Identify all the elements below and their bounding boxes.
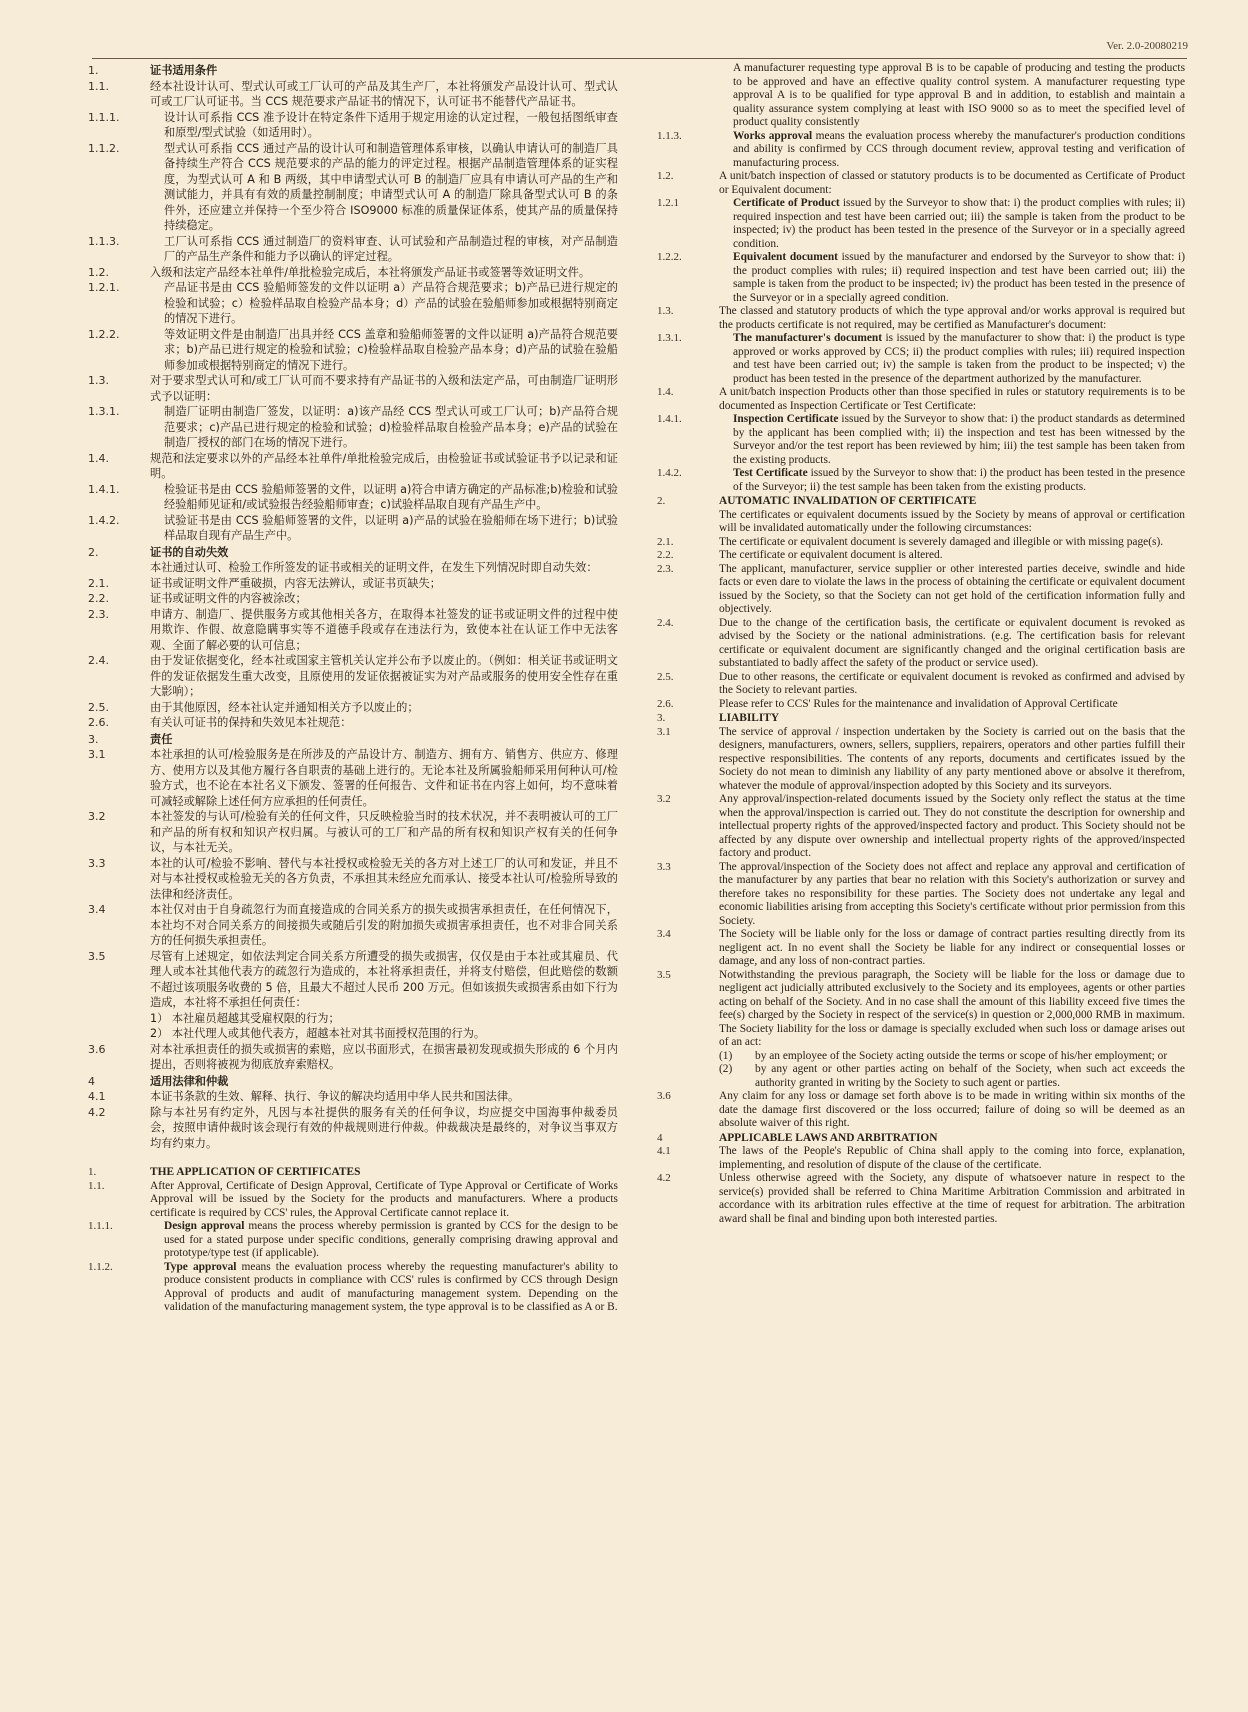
clause-text <box>150 451 618 482</box>
clause <box>657 726 1185 794</box>
clause-text <box>719 1172 1185 1226</box>
clause-text <box>150 747 618 809</box>
clause <box>88 265 618 281</box>
clause-text <box>150 856 618 903</box>
clause-number: 4 <box>88 1074 95 1088</box>
clause-number: 1.3. <box>657 305 674 317</box>
clause-text <box>150 1166 618 1180</box>
defined-term: Certificate of Product <box>733 197 840 209</box>
clause <box>657 671 1185 698</box>
clause-text <box>150 1180 618 1221</box>
clause-number: 1.1. <box>88 79 109 93</box>
clause-body: issued by the Surveyor to show that: i) the product standards as determined by the applicant has been complied with; ii) the inspection and test has been witnessed by the Surveyor and/or the test report has been reviewed by him; iii) the test sample has been taken from the existing products. <box>733 413 1185 466</box>
clause <box>88 1105 618 1152</box>
clause <box>657 563 1185 617</box>
clause-body: A manufacturer requesting type approval B is to be capable of producing and testing the products to be approved and have an effective quality control system. A manufacturer requesting type approval A is to be qualified for type approval B and in addition, to establish and maintain a quality assurance system complying at least with ISO 9000 so as to meet the specified level of product quality consistently <box>733 62 1185 128</box>
clause <box>657 793 1185 861</box>
clause-number: 3. <box>88 732 99 746</box>
clause-body: The Society will be liable only for the loss or damage of contract parties resulting directly from its negligent act. In no event shall the Society be liable for any indirect or consequential losses or damage, and any loss of non-contract parties. <box>719 928 1185 967</box>
english-terms-part1 <box>88 1166 618 1315</box>
clause-text <box>164 280 618 327</box>
clause-body: 证书适用条件 <box>150 64 218 77</box>
clause-body: issued by the manufacturer and endorsed by the Surveyor to show that: i) the product complies with rules; ii) required inspection and test have been carried out; iii) the sample is taken from the product to be inspected; iv) the product has been tested in the presence of the Surveyor or in a specially agreed condition. <box>733 251 1185 304</box>
clause <box>657 536 1185 550</box>
clause-text <box>719 170 1185 197</box>
clause <box>88 141 618 234</box>
clause <box>657 969 1185 1091</box>
clause <box>657 549 1185 563</box>
clause-number: 2.1. <box>657 535 674 548</box>
clause-body: 设计认可系指 CCS 准予设计在特定条件下适用于规定用途的认定过程，一般包括图纸审查和原型/型式试验（如适用时）。 <box>164 110 618 139</box>
clause-body: 有关认可证书的保持和失效见本社规范： <box>150 716 352 729</box>
clause-text <box>150 63 618 79</box>
clause <box>88 1180 618 1221</box>
clause <box>657 1145 1185 1172</box>
clause <box>657 861 1185 929</box>
section-heading <box>657 712 1185 726</box>
clause <box>88 809 618 856</box>
clause-body: issued by the Surveyor to show that: i) the product complies with rules; ii) required inspection and test have been carried out; iii) the sample is taken from the product to be inspected; iv) the product has been tested in the presence of the Surveyor or in a specially agreed condition. <box>733 197 1185 250</box>
clause-body: Any approval/inspection-related documents issued by the Society only reflect the status at the time when the approval/inspection is carried out. They do not constitute the description for ownership and intellectual property rights of the approved/inspected factory and product. This Society should not be affected by any dispute over ownership and intellectual property rights of the approved/inspected factory and product. <box>719 793 1185 859</box>
clause-body: 试验证书是由 CCS 验船师签署的文件，以证明 a)产品的试验在验船师在场下进行；b)试验样品取自现有产品生产中。 <box>164 513 618 542</box>
clause <box>657 698 1185 712</box>
clause-text <box>164 1261 618 1315</box>
clause-text <box>164 110 618 141</box>
clause-number: 3. <box>657 712 666 724</box>
clause-body: 证书或证明文件严重破损，内容无法辨认，或证书页缺失； <box>150 576 441 590</box>
sub-clause-number: (1) <box>719 1049 733 1062</box>
clause-body: 产品证书是由 CCS 验船师签发的文件以证明 a）产品符合规范要求；b)产品已进行规定的检验和试验；c）检验样品取自检验产品本身；d）产品的试验在验船师参加或根据特别商定的情况下进行。 <box>164 281 618 325</box>
clause-number: 1.3.1. <box>657 332 682 344</box>
clause-body: Due to the change of the certification basis, the certificate or equivalent document is revoked as advised by the Society or the national administrations. (e.g. The certification basis for relevant certificate or equivalent document are significantly changed and the original certification basis are substantiated to badly affect the safety of the product or service used). <box>719 616 1185 669</box>
clause-text <box>733 413 1185 467</box>
clause-number: 2. <box>88 545 99 559</box>
clause-number: 3.2 <box>88 810 106 823</box>
clause-number: 2.1. <box>88 576 109 590</box>
clause-text <box>719 1090 1185 1131</box>
clause <box>88 715 618 731</box>
clause-body: The laws of the People's Republic of China shall apply to the coming into force, explanation, implementing, and resolution of dispute of the clause of the certificate. <box>719 1145 1185 1171</box>
clause-body: 证书的自动失效 <box>150 545 229 559</box>
defined-term: The manufacturer's document <box>733 332 883 344</box>
clause-number: 1.2. <box>88 265 109 279</box>
sub-clause-number: (2) <box>719 1063 733 1075</box>
clause-text <box>150 1089 618 1105</box>
clause-number: 1.4.1. <box>88 482 120 496</box>
version-label: Ver. 2.0-20080219 <box>1106 40 1188 52</box>
clause-text <box>733 62 1185 130</box>
clause-number: 4.1 <box>88 1090 106 1103</box>
clause-body: 除与本社另有约定外，凡因与本社提供的服务有关的任何争议，均应提交中国海事仲裁委员会，按照申请仲裁时该会现行有效的仲裁规则进行仲裁。仲裁裁决是最终的，对争议当事双方均有约束力。 <box>150 1105 618 1150</box>
clause-text <box>150 607 618 654</box>
sub-clause: 2） 本社代理人或其他代表方，超越本社对其书面授权范围的行为。 <box>150 1027 486 1040</box>
clause-text <box>719 712 1185 726</box>
clause-body: Unless otherwise agreed with the Society, any dispute of whatsoever nature in respect to the service(s) provided shall be referred to China Maritime Arbitration Commission and arbitrated in accordance with its arbitration rules effective at the time of request for arbitration. The arbitration award shall be final and binding upon both interested parties. <box>719 1172 1185 1225</box>
clause-text <box>733 197 1185 251</box>
clause-text <box>719 617 1185 671</box>
clause-number: 1. <box>88 64 99 77</box>
clause <box>88 513 618 544</box>
clause <box>88 1089 618 1105</box>
clause-body: 本社签发的与认可/检验有关的任何文件，只反映检验当时的技术状况，并不表明被认可的工厂和产品的所有权和知识产权归属。与被认可的工厂和产品的所有权和知识产权有关的任何争议，与本社无关。 <box>150 810 618 854</box>
clause-body: APPLICABLE LAWS AND ARBITRATION <box>719 1131 938 1144</box>
clause <box>88 700 618 716</box>
clause <box>88 591 618 607</box>
clause <box>88 747 618 809</box>
clause <box>88 327 618 374</box>
clause-body: Please refer to CCS' Rules for the maintenance and invalidation of Approval Certificate <box>719 697 1118 710</box>
clause <box>657 928 1185 969</box>
clause-number: 1.1.2. <box>88 141 120 155</box>
clause-text <box>150 79 618 110</box>
clause <box>88 234 618 265</box>
clause-number: 3.6 <box>88 1042 106 1056</box>
clause-text <box>150 591 618 607</box>
clause-number: 2.4. <box>88 654 109 667</box>
defined-term: Works approval <box>733 129 813 142</box>
clause-body: The applicant, manufacturer, service supplier or other interested parties deceive, swindle and hide facts or even dare to violate the laws in the process of obtaining the certificate or equivalent document issued by the Society, so that the Society can not get hold of the certification information fully and objectively. <box>719 562 1185 615</box>
sub-clause <box>719 1063 1185 1090</box>
right-column <box>657 62 1185 1226</box>
clause-text <box>719 536 1185 550</box>
clause-body: Notwithstanding the previous paragraph, the Society will be liable for the loss or damage due to negligent act judicially attributed exclusively to the Society and its employees, agents or other parties acting on behalf of the Society. And in no case shall the amount of this liability exceed five times the fee(s) charged by the Society in respect of the service(s) in question or 2,000,000 RMB in maximum. The Society liability for the loss or damage is specially excluded when such loss or damage arises out of an act: <box>719 968 1185 1048</box>
clause-text <box>150 545 618 561</box>
clause-text <box>150 373 618 404</box>
clause-body: issued by the Surveyor to show that: i) the product has been tested in the presence of the Surveyor; ii) the test sample has been taken from the existing products. <box>733 467 1185 493</box>
clause-text <box>719 563 1185 617</box>
clause-number: 4.2 <box>88 1105 106 1119</box>
clause-text <box>164 327 618 374</box>
clause-text <box>733 332 1185 386</box>
clause-body: Any claim for any loss or damage set forth above is to be made in writing within six months of the date the damage first discovered or the loss occurred; failure of doing so will be deemed as an absolute waiver of this right. <box>719 1090 1185 1129</box>
clause-body: The approval/inspection of the Society does not affect and replace any approval and certification of the manufacturer by any parties that bear no relation with this Society's authorization or survey and therefore takes no responsibility for these parties. The Society does not undertake any legal and economic liabilities arising from accepting this Society's certificate without prior permission from this Society. <box>719 860 1185 927</box>
clause-text <box>719 1132 1185 1146</box>
clause-text <box>719 671 1185 698</box>
clause-number: 2.3. <box>657 562 674 575</box>
clause <box>657 1172 1185 1226</box>
clause-body: A unit/batch inspection of classed or statutory products is to be documented as Certificate of Product or Equivalent document: <box>719 170 1185 196</box>
section-heading <box>88 63 618 79</box>
sub-clause <box>719 1050 1185 1064</box>
clause-text <box>719 386 1185 413</box>
clause-body: 适用法律和仲裁 <box>150 1074 229 1088</box>
clause-body: 工厂认可系指 CCS 通过制造厂的资料审查、认可试验和产品制造过程的审核，对产品制造厂的产品生产条件和能力予以确认的评定过程。 <box>164 234 618 263</box>
clause-number: 3.2 <box>657 793 671 805</box>
clause-text <box>150 732 618 748</box>
clause-number: 1. <box>88 1166 97 1178</box>
clause <box>657 170 1185 197</box>
clause-text <box>150 1105 618 1152</box>
clause-text <box>150 1074 618 1090</box>
clause-number: 3.3 <box>88 856 106 870</box>
clause <box>88 560 618 576</box>
clause-body: The certificate or equivalent document is altered. <box>719 549 943 561</box>
clause-text <box>150 653 618 700</box>
clause <box>88 451 618 482</box>
clause-text <box>719 969 1185 1091</box>
clause-body: After Approval, Certificate of Design Approval, Certificate of Type Approval or Certificate of Works Approval will be issued by the Society for the products and manufacturers. Where a products certificate is required by CCS' rules, the Approval Certificate cannot replace it. <box>150 1179 618 1219</box>
clause-number: 1.2.1 <box>657 197 679 209</box>
clause-body: 证书或证明文件的内容被涂改； <box>150 592 307 605</box>
clause-text <box>164 234 618 265</box>
clause <box>657 413 1185 467</box>
sub-clause: 1） 本社雇员超越其受雇权限的行为； <box>150 1011 340 1025</box>
clause <box>657 617 1185 671</box>
clause-number: 1.3. <box>88 374 109 387</box>
clause-body: 尽管有上述规定，如依法判定合同关系方所遭受的损失或损害，仅仅是由于本社或其雇员、代理人或本社其他代表方的疏忽行为造成的，本社将承担责任，并将支付赔偿，但此赔偿的数额不超过该项服务收费的 5 倍，且最大不超过人民币 200 万元。但如该损失或损害系由如下行为造成，本社将不承担任何责任： <box>150 949 618 1009</box>
clause-number: 3.5 <box>88 949 106 963</box>
clause-body: 等效证明文件是由制造厂出具并经 CCS 盖章和验船师签署的文件以证明 a)产品符合规范要求；b)产品已进行规定的检验和试验；c)检验样品取自检验产品本身；d)产品的试验在验船师参加或根据特别商定的情况下进行。 <box>164 327 618 372</box>
clause-body: The classed and statutory products of which the type approval and/or works approval is required but the products certificate is not required, may be certified as Manufacturer's document: <box>719 305 1185 331</box>
clause-text <box>150 902 618 949</box>
defined-term: Equivalent document <box>733 251 838 263</box>
clause-body: AUTOMATIC INVALIDATION OF CERTIFICATE <box>719 495 977 507</box>
clause-number: 2. <box>657 495 666 507</box>
clause-number: 3.4 <box>657 928 671 940</box>
clause <box>657 1090 1185 1131</box>
clause-number: 2.2. <box>657 549 674 561</box>
clause-text <box>719 1145 1185 1172</box>
clause-body: 本社的认可/检验不影响、替代与本社授权或检验无关的各方对上述工厂的认可和发证，并且不对与本社授权或检验无关的各方负责，不承担其未经应允而承认、接受本社认可/检验所导致的法律和经济责任。 <box>150 856 618 901</box>
clause <box>88 1042 618 1073</box>
clause <box>657 197 1185 251</box>
clause-number: 1.1.3. <box>657 129 682 142</box>
clause-number: 1.1.2. <box>88 1260 113 1273</box>
clause-body: is issued by the manufacturer to show that: i) the product is type approved or works approved by CCS; ii) the product complies with rules; iii) required inspection and test have been carried out; iv) the sample is taken from the product to be inspected; v) the product has been tested in the presence of the department authorized by the manufacturer. <box>733 332 1185 385</box>
clause-number: 1.1.3. <box>88 234 120 248</box>
clause-number: 2.2. <box>88 592 109 605</box>
clause <box>88 79 618 110</box>
clause-number: 3.4 <box>88 903 106 916</box>
clause-body: 由于发证依据变化，经本社或国家主管机关认定并公布予以废止的。（例如：相关证书或证明文件的发证依据发生重大改变，且原使用的发证依据被证实为对产品或服务的使用安全性存在重大影响）； <box>150 654 618 698</box>
clause-body: 本社仅对由于自身疏忽行为而直接造成的合同关系方的损失或损害承担责任，在任何情况下，本社均不对合同关系方的间接损失或随后引发的附加损失或损害承担责任，也不对非合同关系方的任何损失承担责任。 <box>150 903 618 947</box>
clause-text <box>719 549 1185 563</box>
clause-text <box>150 949 618 1042</box>
clause-number: 3.5 <box>657 968 671 981</box>
clause-body: 对于要求型式认可和/或工厂认可而不要求持有产品证书的入级和法定产品，可由制造厂证明形式予以证明： <box>150 374 618 403</box>
clause-number: 1.1.1. <box>88 110 120 124</box>
clause-number: 1.4. <box>657 386 674 398</box>
clause <box>88 404 618 451</box>
defined-term: Test Certificate <box>733 467 808 479</box>
left-column <box>88 62 618 1315</box>
clause <box>88 482 618 513</box>
clause <box>88 280 618 327</box>
clause-body: 对本社承担责任的损失或损害的索赔，应以书面形式，在损害最初发现或损失形成的 6 个月内提出，否则将被视为彻底放弃索赔权。 <box>150 1042 618 1071</box>
clause-body: 责任 <box>150 732 173 746</box>
section-heading <box>657 1132 1185 1146</box>
clause-text <box>719 305 1185 332</box>
clause-body: 规范和法定要求以外的产品经本社单件/单批检验完成后，由检验证书或试验证书予以记录和证明。 <box>150 451 618 480</box>
clause-text <box>719 726 1185 794</box>
clause <box>88 373 618 404</box>
clause-text <box>150 1042 618 1073</box>
clause-body: 经本社设计认可、型式认可或工厂认可的产品及其生产厂，本社将颁发产品设计认可、型式认可或工厂认可证书。当 CCS 规范要求产品证书的情况下，认可证书不能替代产品证书。 <box>150 79 618 108</box>
clause-text <box>733 251 1185 305</box>
clause-number: 1.2. <box>657 170 674 182</box>
clause-body: means the evaluation process whereby the manufacturer's production conditions and ability is confirmed by CCS through document review, approval testing and verification of manufacturing process. <box>733 129 1186 169</box>
clause <box>657 62 1185 130</box>
clause-text <box>733 467 1185 494</box>
clause-text <box>150 715 618 731</box>
section-heading <box>88 545 618 561</box>
section-heading <box>657 495 1185 509</box>
clause-number: 1.2.2. <box>657 251 682 263</box>
clause-number: 4 <box>657 1131 663 1144</box>
section-gap <box>88 1151 618 1165</box>
clause <box>88 607 618 654</box>
chinese-terms <box>88 63 618 1151</box>
clause <box>88 576 618 592</box>
clause <box>657 332 1185 386</box>
clause-body: Due to other reasons, the certificate or equivalent document is revoked as confirmed and advised by the Society to relevant parties. <box>719 670 1185 696</box>
english-terms-part2 <box>657 62 1185 1226</box>
clause-text <box>719 861 1185 929</box>
section-heading <box>88 1166 618 1180</box>
clause-body: 本证书条款的生效、解释、执行、争议的解决均适用中华人民共和国法律。 <box>150 1090 520 1103</box>
clause-body: 入级和法定产品经本社单件/单批检验完成后，本社将颁发产品证书或签署等效证明文件。 <box>150 265 591 279</box>
clause-body: 由于其他原因，经本社认定并通知相关方予以废止的； <box>150 700 419 714</box>
clause <box>657 509 1185 536</box>
clause-text <box>719 698 1185 712</box>
clause-text <box>164 1220 618 1261</box>
section-heading <box>88 732 618 748</box>
clause-number: 1.4. <box>88 451 109 465</box>
clause <box>88 902 618 949</box>
clause-number: 4.2 <box>657 1172 671 1184</box>
clause-text <box>150 700 618 716</box>
defined-term: Inspection Certificate <box>733 413 839 425</box>
clause <box>88 856 618 903</box>
clause-number: 1.3.1. <box>88 405 120 418</box>
clause-number: 1.2.2. <box>88 327 120 341</box>
clause <box>657 130 1185 171</box>
clause <box>88 653 618 700</box>
clause-number: 3.1 <box>657 725 671 738</box>
clause-number: 2.5. <box>657 670 674 683</box>
clause-text <box>150 560 618 576</box>
clause-number: 2.3. <box>88 607 109 621</box>
clause-number: 1.1.1. <box>88 1220 113 1232</box>
clause-number: 1.1. <box>88 1179 105 1192</box>
clause-number: 2.6. <box>657 697 674 710</box>
clause-body: A unit/batch inspection Products other than those specified in rules or statutory requirements is to be documented as Inspection Certificate or Test Certificate: <box>719 386 1185 412</box>
clause <box>657 467 1185 494</box>
clause <box>88 949 618 1042</box>
section-heading <box>88 1074 618 1090</box>
clause-number: 1.4.2. <box>88 513 120 527</box>
clause-number: 1.2.1. <box>88 281 120 294</box>
clause-body: 检验证书是由 CCS 验船师签署的文件，以证明 a)符合申请方确定的产品标准;b)检验和试验经验船师见证和/或试验报告经验船师审查；c)试验样品取自现有产品生产中。 <box>164 482 618 511</box>
clause <box>657 386 1185 413</box>
clause-text <box>164 404 618 451</box>
clause-number: 3.1 <box>88 748 106 761</box>
clause <box>88 110 618 141</box>
clause-number: 1.4.2. <box>657 467 682 479</box>
clause-body: 申请方、制造厂、提供服务方或其他相关各方，在取得本社签发的证书或证明文件的过程中使用欺诈、作假、故意隐瞒事实等不道德手段或存在违法行为，致使本社在认证工作中无法客观、全面了解必要的认可信息； <box>150 607 618 652</box>
sub-clause-text: by any agent or other parties acting on behalf of the Society, when such act exceeds the authority granted in writing by the Society to such agent or parties. <box>755 1063 1185 1089</box>
clause-body: LIABILITY <box>719 712 780 724</box>
clause <box>657 305 1185 332</box>
clause-body: The certificates or equivalent documents issued by the Society by means of approval or certification will be invalidated automatically under the following circumstances: <box>719 508 1185 534</box>
clause <box>88 1261 618 1315</box>
clause-number: 3.3 <box>657 860 671 873</box>
clause-number: 3.6 <box>657 1090 671 1102</box>
clause-text <box>733 130 1185 171</box>
clause-body: The certificate or equivalent document is severely damaged and illegible or with missing page(s). <box>719 535 1164 548</box>
clause-text <box>150 576 618 592</box>
clause-body: THE APPLICATION OF CERTIFICATES <box>150 1166 361 1178</box>
clause <box>657 251 1185 305</box>
clause-number: 2.6. <box>88 716 109 729</box>
clause-text <box>164 482 618 513</box>
clause-number: 2.5. <box>88 700 109 714</box>
clause-body: means the process whereby permission is granted by CCS for the design to be used for a stated purpose under specific conditions, generally comprising drawing approval and prototype/type test (if applicable). <box>164 1220 618 1259</box>
clause-body: 本社承担的认可/检验服务是在所涉及的产品设计方、制造方、拥有方、销售方、供应方、修理方、使用方以及其他方履行各自职责的基础上进行的。无论本社及所属验船师采用何种认可/检验方式，也不论在本社名义下颁发、签署的任何报告、文件和证书在内容上如何，均不意味着可减轻或解除上述任何方应承担的任何责任。 <box>150 748 618 808</box>
clause-body: 制造厂证明由制造厂签发，以证明：a)该产品经 CCS 型式认可或工厂认可；b)产品符合规范要求；c)产品已进行规定的检验和试验；d)检验样品取自检验产品本身；e)产品的试验在制造厂授权的部门在场的情况下进行。 <box>164 405 618 449</box>
clause-text <box>719 928 1185 969</box>
defined-term: Design approval <box>164 1220 245 1232</box>
top-rule <box>92 58 1187 59</box>
clause-text <box>164 513 618 544</box>
clause-body: The service of approval / inspection undertaken by the Society is carried out on the basis that the designers, manufacturers, owners, sellers, suppliers, repairers, operators and other parties fulfill their respective responsibilities. The contents of any reports, documents and certificates issued by the Society do not mean to diminish any liability of any party mentioned above or absolve it therefrom, whatever the module of approval/inspection adopted by this Society and its surveyors. <box>719 725 1185 792</box>
sub-clause-text: by an employee of the Society acting outside the terms or scope of his/her employment; or <box>755 1049 1168 1062</box>
clause-number: 4.1 <box>657 1145 671 1157</box>
clause-body: means the evaluation process whereby the requesting manufacturer's ability to produce consistent products in compliance with CCS' rules is confirmed by CCS through Design Approval of products and audit of manufacturing management system. Depending on the validation of the manufacturing management system, the type approval is to be classified as A or B. <box>164 1260 619 1313</box>
defined-term: Type approval <box>164 1260 237 1273</box>
clause <box>88 1220 618 1261</box>
clause-text <box>150 809 618 856</box>
clause-text <box>719 793 1185 861</box>
clause-body: 本社通过认可、检验工作所签发的证书或相关的证明文件，在发生下列情况时即自动失效： <box>150 561 598 574</box>
clause-number: 1.4.1. <box>657 413 682 425</box>
clause-text <box>719 495 1185 509</box>
clause-number: 2.4. <box>657 616 674 629</box>
clause-text <box>719 509 1185 536</box>
clause-text <box>164 141 618 234</box>
clause-text <box>150 265 618 281</box>
clause-body: 型式认可系指 CCS 通过产品的设计认可和制造管理体系审核，以确认申请认可的制造厂具备持续生产符合 CCS 规范要求的产品的能力的评定过程。根据产品制造管理体系的证实程度，为型式认可 A 和 B 两级，其中申请型式认可 B 的制造厂应具有申请认可产品的生产和测试能力，并具有有效的质量控制制度；申请型式认可 A 的制造厂除具备型式认可 B 的条件外，还应建立并保持一个至少符合 ISO9000 标准的质量保证体系，使其产品的质量保持持续稳定。 <box>164 141 618 232</box>
